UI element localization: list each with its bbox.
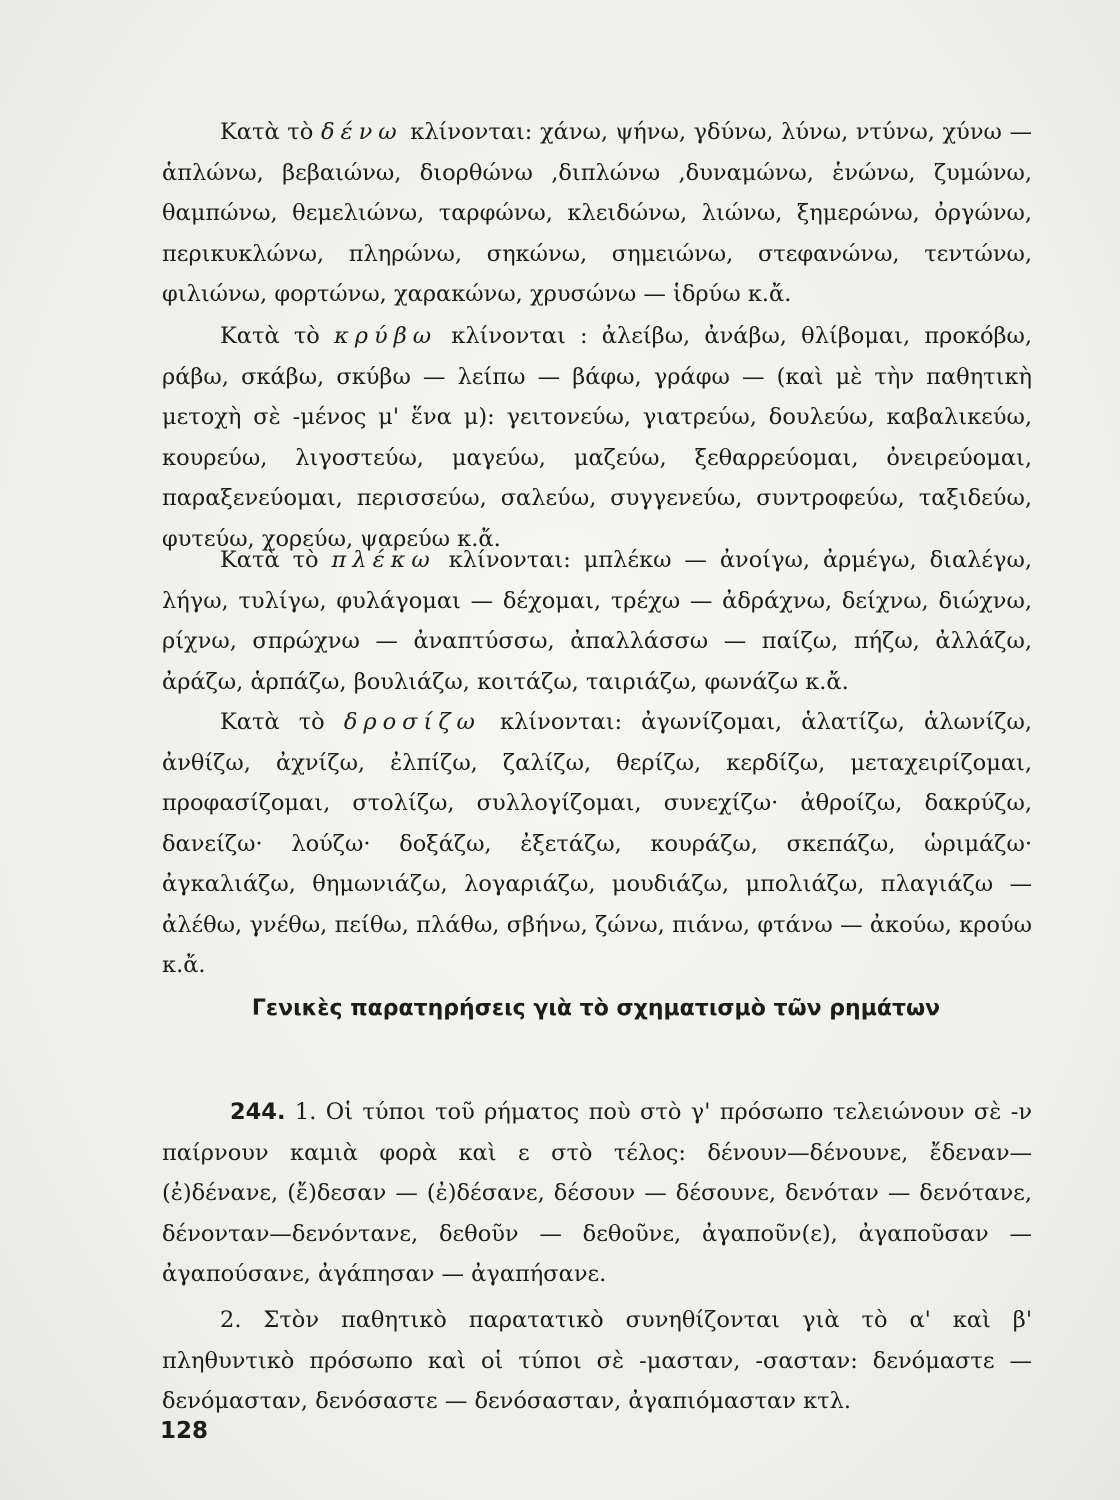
- paragraph-244-1: [162, 1092, 1032, 1295]
- model-verb: δένω: [320, 119, 403, 145]
- paragraph-text: 1. Οἱ τύποι τοῦ ρήματος ποὺ στὸ γ' πρόσωπο τελειώνουν σὲ -ν παίρνουν καμιὰ φορὰ καὶ ε στὸ τέλος: δένουν—δένουνε, ἔδεναν—(ἐ)δένανε, (ἔ)δεσαν — (ἐ)δέσανε, δέσουν — δέσουνε, δενόταν — δενότανε, δένονταν—δενόντανε, δεθοῦν — δεθοῦνε, ἀγαποῦν(ε), ἀγαποῦσαν — ἀγαπούσανε, ἀγάπησαν — ἀγαπήσανε.: [162, 1099, 1033, 1287]
- model-verb: πλέκω: [331, 547, 436, 573]
- paragraph-lead: Κατὰ τὸ: [220, 547, 319, 573]
- paragraph-text: κλίνονται: χάνω, ψήνω, γδύνω, λύνω, ντύνω, χύνω — ἁπλώνω, βεβαιώνω, διορθώνω ,διπλώνω ,δυναμώνω, ἑνώνω, ζυμώνω, θαμπώνω, θεμελιώνω, ταρφώνω, κλειδώνω, λιώνω, ξημερώνω, ὀργώνω, περικυκλώνω, πληρώνω, σηκώνω, σημειώνω, στεφανώνω, τεντώνω, φιλιώνω, φορτώνω, χαρακώνω, χρυσώνω — ἱδρύω κ.ἄ.: [162, 119, 1032, 307]
- page-number: 128: [160, 1418, 209, 1444]
- paragraph-deno: [162, 112, 1032, 315]
- model-verb: δροσίζω: [343, 709, 481, 735]
- paragraph-lead: Κατὰ τὸ: [220, 709, 325, 735]
- paragraph-244-2: [162, 1300, 1032, 1422]
- paragraph-text: κλίνονται: μπλέκω — ἀνοίγω, ἀρμέγω, διαλέγω, λήγω, τυλίγω, φυλάγομαι — δέχομαι, τρέχω — ἀδράχνω, δείχνω, διώχνω, ρίχνω, σπρώχνω — ἀναπτύσσω, ἀπαλλάσσω — παίζω, πήζω, ἀλλάζω, ἀράζω, ἁρπάζω, βουλιάζω, κοιτάζω, ταιριάζω, φωνάζω κ.ἄ.: [162, 547, 1033, 695]
- paragraph-krybo: [162, 316, 1032, 559]
- model-verb: κρύβω: [334, 323, 438, 349]
- paragraph-drosizo: [162, 702, 1032, 986]
- paragraph-text: 2. Στὸν παθητικὸ παρατατικὸ συνηθίζονται γιὰ τὸ α' καὶ β' πληθυντικὸ πρόσωπο καὶ οἱ τύποι σὲ -μασταν, -σασταν: δενόμαστε —δενόμασταν, δενόσαστε — δενόσασταν, ἀγαπιόμασταν κτλ.: [162, 1307, 1032, 1414]
- section-number: 244.: [230, 1099, 286, 1125]
- paragraph-pleko: [162, 540, 1032, 702]
- section-heading: Γενικὲς παρατηρήσεις γιὰ τὸ σχηματισμὸ τῶν ρημάτων: [251, 996, 941, 1021]
- paragraph-lead: Κατὰ τὸ: [220, 323, 320, 349]
- paragraph-text: κλίνονται : ἀλείβω, ἀνάβω, θλίβομαι, προκόβω, ράβω, σκάβω, σκύβω — λείπω — βάφω, γράφω — (καὶ μὲ τὴν παθητικὴ μετοχὴ σὲ -μένος μ' ἕνα μ): γειτονεύω, γιατρεύω, δουλεύω, καβαλικεύω, κουρεύω, λιγοστεύω, μαγεύω, μαζεύω, ξεθαρρεύομαι, ὀνειρεύομαι, παραξενεύομαι, περισσεύω, σαλεύω, συγγενεύω, συντροφεύω, ταξιδεύω, φυτεύω, χορεύω, ψαρεύω κ.ἄ.: [162, 323, 1033, 552]
- paragraph-text: κλίνονται: ἀγωνίζομαι, ἁλατίζω, ἁλωνίζω, ἀνθίζω, ἀχνίζω, ἐλπίζω, ζαλίζω, θερίζω, κερδίζω, μεταχειρίζομαι, προφασίζομαι, στολίζω, συλλογίζομαι, συνεχίζω· ἀθροίζω, δακρύζω, δανείζω· λούζω· δοξάζω, ἐξετάζω, κουράζω, σκεπάζω, ὡριμάζω· ἀγκαλιάζω, θημωνιάζω, λογαριάζω, μουδιάζω, μπολιάζω, πλαγιάζω — ἀλέθω, γνέθω, πείθω, πλάθω, σβήνω, ζώνω, πιάνω, φτάνω — ἀκούω, κρούω κ.ἄ.: [162, 709, 1033, 978]
- paragraph-lead: Κατὰ τὸ: [220, 119, 314, 145]
